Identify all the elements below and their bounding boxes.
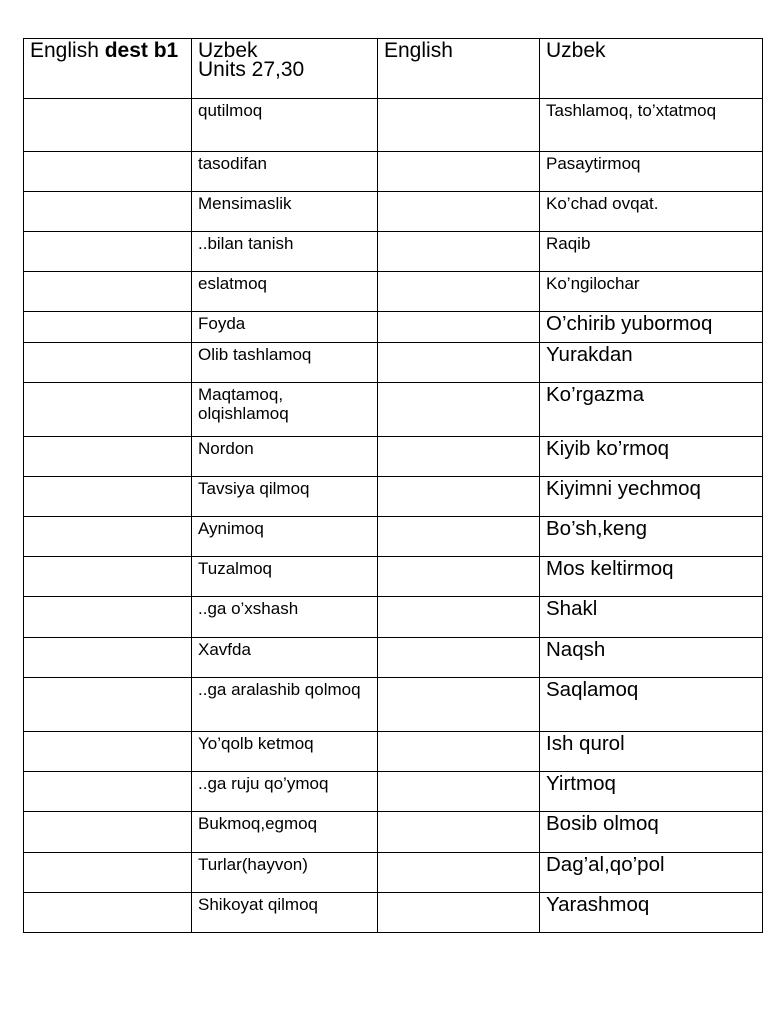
uzbek-cell-right: Kiyimni yechmoq bbox=[540, 477, 763, 517]
table-row bbox=[24, 812, 763, 853]
uzbek-cell-left: Bukmoq,egmoq bbox=[192, 812, 378, 853]
vocabulary-table bbox=[23, 38, 763, 933]
table-row bbox=[24, 893, 763, 933]
english-cell-right bbox=[378, 893, 540, 933]
uzbek-cell-left: Xavfda bbox=[192, 638, 378, 678]
uzbek-cell-right: Bosib olmoq bbox=[540, 812, 763, 853]
uzbek-cell-right: Mos keltirmoq bbox=[540, 557, 763, 597]
uzbek-cell-left: qutilmoq bbox=[192, 99, 378, 152]
table-row bbox=[24, 477, 763, 517]
uzbek-cell-left: tasodifan bbox=[192, 152, 378, 192]
uzbek-cell-right: Yirtmoq bbox=[540, 772, 763, 812]
uzbek-cell-right: Yarashmoq bbox=[540, 893, 763, 933]
uzbek-cell-left: Nordon bbox=[192, 437, 378, 477]
english-cell-right bbox=[378, 517, 540, 557]
table-row bbox=[24, 232, 763, 272]
english-cell-left bbox=[24, 772, 192, 812]
header-uzbek-units bbox=[192, 39, 378, 99]
uzbek-cell-right: Dag’al,qo’pol bbox=[540, 853, 763, 893]
english-cell-left bbox=[24, 638, 192, 678]
english-cell-right bbox=[378, 772, 540, 812]
uzbek-cell-right: Tashlamoq, to’xtatmoq bbox=[540, 99, 763, 152]
uzbek-cell-right: Bo’sh,keng bbox=[540, 517, 763, 557]
uzbek-cell-left: Yo’qolb ketmoq bbox=[192, 732, 378, 772]
english-cell-right bbox=[378, 597, 540, 638]
vocabulary-table-body bbox=[24, 39, 763, 933]
header-uzbek-label: Uzbek bbox=[198, 39, 258, 62]
header-units-label: Units 27,30 bbox=[198, 58, 305, 81]
uzbek-cell-right: Ko’rgazma bbox=[540, 383, 763, 437]
table-row bbox=[24, 99, 763, 152]
english-cell-left bbox=[24, 272, 192, 312]
table-row bbox=[24, 678, 763, 732]
uzbek-cell-left: Shikoyat qilmoq bbox=[192, 893, 378, 933]
table-row bbox=[24, 517, 763, 557]
uzbek-cell-left: ..ga o’xshash bbox=[192, 597, 378, 638]
uzbek-cell-right: Naqsh bbox=[540, 638, 763, 678]
uzbek-cell-left: ..bilan tanish bbox=[192, 232, 378, 272]
english-cell-right bbox=[378, 678, 540, 732]
uzbek-cell-left: Mensimaslik bbox=[192, 192, 378, 232]
english-cell-right bbox=[378, 192, 540, 232]
table-row bbox=[24, 152, 763, 192]
uzbek-cell-right: Ko’chad ovqat. bbox=[540, 192, 763, 232]
english-cell-right bbox=[378, 853, 540, 893]
uzbek-cell-right: Ish qurol bbox=[540, 732, 763, 772]
table-row bbox=[24, 343, 763, 383]
english-cell-right bbox=[378, 272, 540, 312]
uzbek-cell-left: Turlar(hayvon) bbox=[192, 853, 378, 893]
english-cell-right bbox=[378, 638, 540, 678]
header-english-prefix: English bbox=[30, 39, 105, 62]
uzbek-cell-right: Shakl bbox=[540, 597, 763, 638]
english-cell-right bbox=[378, 477, 540, 517]
english-cell-right bbox=[378, 232, 540, 272]
english-cell-left bbox=[24, 517, 192, 557]
english-cell-left bbox=[24, 343, 192, 383]
english-cell-right bbox=[378, 383, 540, 437]
table-row bbox=[24, 853, 763, 893]
english-cell-left bbox=[24, 192, 192, 232]
uzbek-cell-right: O’chirib yubormoq bbox=[540, 312, 763, 343]
uzbek-cell-right: Saqlamoq bbox=[540, 678, 763, 732]
header-uzbek: Uzbek bbox=[540, 39, 763, 99]
uzbek-cell-left: Aynimoq bbox=[192, 517, 378, 557]
english-cell-right bbox=[378, 99, 540, 152]
uzbek-cell-right: Kiyib ko’rmoq bbox=[540, 437, 763, 477]
table-row bbox=[24, 312, 763, 343]
english-cell-left bbox=[24, 812, 192, 853]
english-cell-left bbox=[24, 853, 192, 893]
uzbek-cell-left: eslatmoq bbox=[192, 272, 378, 312]
table-row bbox=[24, 437, 763, 477]
header-english: English bbox=[378, 39, 540, 99]
header-dest-b1: dest b1 bbox=[104, 39, 179, 62]
english-cell-right bbox=[378, 557, 540, 597]
uzbek-cell-right: Pasaytirmoq bbox=[540, 152, 763, 192]
english-cell-left bbox=[24, 678, 192, 732]
table-row bbox=[24, 192, 763, 232]
english-cell-left bbox=[24, 437, 192, 477]
table-row bbox=[24, 732, 763, 772]
uzbek-cell-left: ..ga aralashib qolmoq bbox=[192, 678, 378, 732]
english-cell-right bbox=[378, 312, 540, 343]
header-english-dest bbox=[24, 39, 192, 99]
table-row bbox=[24, 638, 763, 678]
english-cell-right bbox=[378, 343, 540, 383]
table-row bbox=[24, 557, 763, 597]
english-cell-left bbox=[24, 477, 192, 517]
header-row bbox=[24, 39, 763, 99]
table-row bbox=[24, 383, 763, 437]
uzbek-cell-left: Tavsiya qilmoq bbox=[192, 477, 378, 517]
english-cell-left bbox=[24, 383, 192, 437]
uzbek-cell-right: Ko’ngilochar bbox=[540, 272, 763, 312]
english-cell-left bbox=[24, 152, 192, 192]
table-row bbox=[24, 272, 763, 312]
uzbek-cell-right: Yurakdan bbox=[540, 343, 763, 383]
english-cell-left bbox=[24, 312, 192, 343]
uzbek-cell-left: Maqtamoq, olqishlamoq bbox=[192, 383, 378, 437]
english-cell-right bbox=[378, 152, 540, 192]
table-row bbox=[24, 597, 763, 638]
english-cell-right bbox=[378, 732, 540, 772]
uzbek-cell-left: Olib tashlamoq bbox=[192, 343, 378, 383]
uzbek-cell-right: Raqib bbox=[540, 232, 763, 272]
uzbek-cell-left: ..ga ruju qo’ymoq bbox=[192, 772, 378, 812]
english-cell-left bbox=[24, 232, 192, 272]
english-cell-left bbox=[24, 99, 192, 152]
english-cell-left bbox=[24, 732, 192, 772]
english-cell-left bbox=[24, 893, 192, 933]
english-cell-right bbox=[378, 812, 540, 853]
english-cell-left bbox=[24, 597, 192, 638]
table-row bbox=[24, 772, 763, 812]
uzbek-cell-left: Foyda bbox=[192, 312, 378, 343]
english-cell-right bbox=[378, 437, 540, 477]
uzbek-cell-left: Tuzalmoq bbox=[192, 557, 378, 597]
english-cell-left bbox=[24, 557, 192, 597]
